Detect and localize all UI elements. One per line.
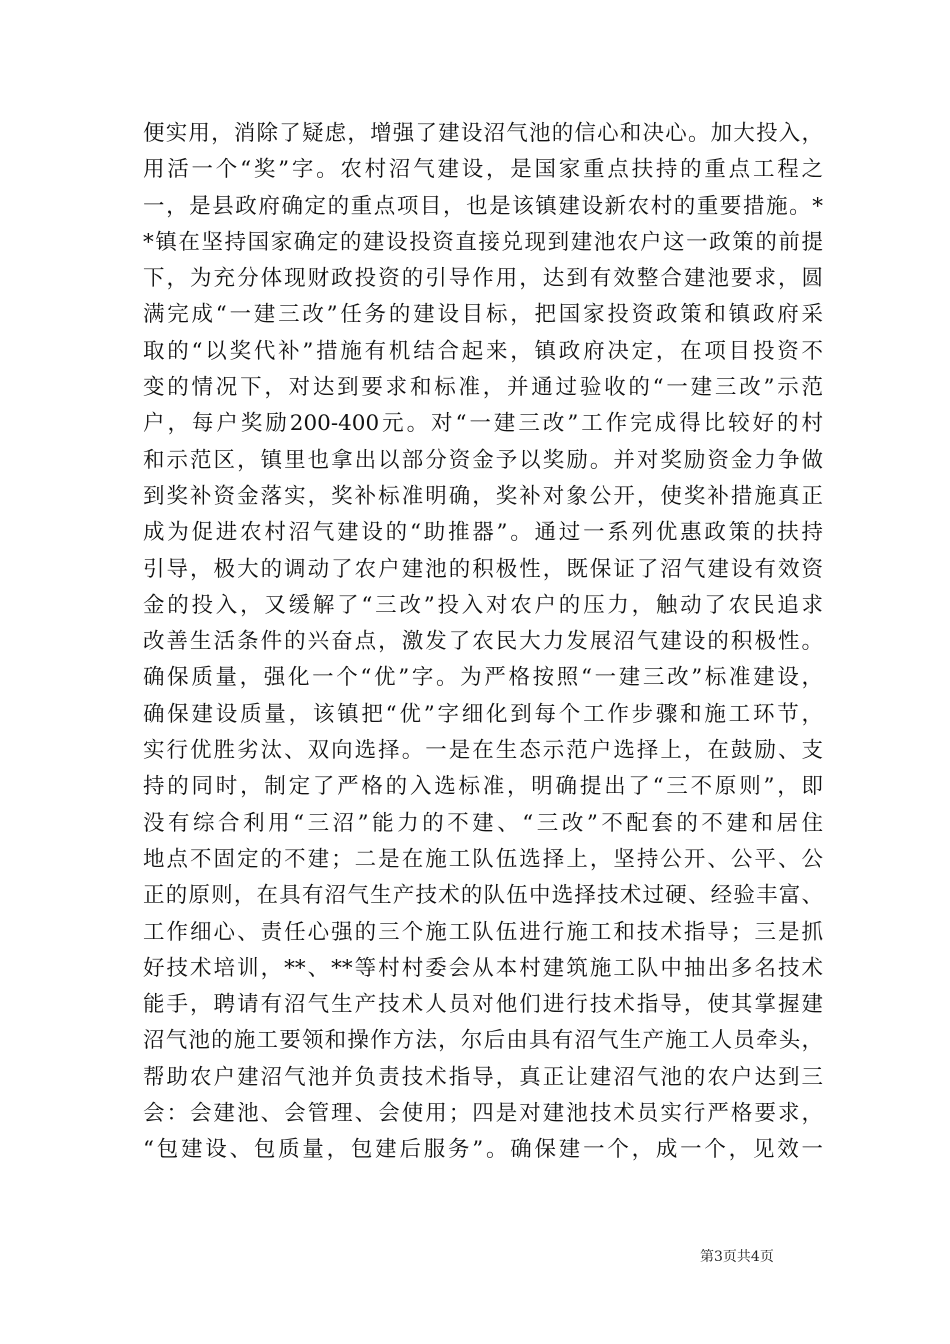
text-line: “包建设、包质量，包建后服务”。确保建一个，成一个，见效一 [143,1137,823,1163]
body-text [143,116,823,1169]
text-line: 好技术培训，**、**等村村委会从本村建筑施工队中抽出多名技术 [143,955,823,981]
text-line: 实行优胜劣汰、双向选择。一是在生态示范户选择上，在鼓励、支 [143,738,823,764]
text-line: 确保建设质量，该镇把“优”字细化到每个工作步骤和施工环节， [143,701,823,727]
page-number: 第3页共4页 [700,1249,774,1265]
text-line: 和示范区，镇里也拿出以部分资金予以奖励。并对奖励资金力争做 [143,447,823,473]
text-line: 帮助农户建沼气池并负责技术指导，真正让建沼气池的农户达到三 [143,1064,823,1090]
text-line: 改善生活条件的兴奋点，激发了农民大力发展沼气建设的积极性。 [143,629,823,655]
text-line: 取的“以奖代补”措施有机结合起来，镇政府决定，在项目投资不 [143,338,823,364]
text-line: 持的同时，制定了严格的入选标准，明确提出了“三不原则”，即 [143,774,823,800]
text-line: 确保质量，强化一个“优”字。为严格按照“一建三改”标准建设， [143,665,823,691]
text-line: 到奖补资金落实，奖补标准明确，奖补对象公开，使奖补措施真正 [143,483,823,509]
text-line: 变的情况下，对达到要求和标准，并通过验收的“一建三改”示范 [143,375,823,401]
text-line: 户，每户奖励200-400元。对“一建三改”工作完成得比较好的村 [143,411,823,437]
text-line: 能手，聘请有沼气生产技术人员对他们进行技术指导，使其掌握建 [143,992,823,1018]
text-line: 用活一个“奖”字。农村沼气建设，是国家重点扶持的重点工程之 [143,157,823,183]
text-line: *镇在坚持国家确定的建设投资直接兑现到建池农户这一政策的前提 [143,229,823,255]
text-line: 下，为充分体现财政投资的引导作用，达到有效整合建池要求，圆 [143,266,823,292]
text-line: 满完成“一建三改”任务的建设目标，把国家投资政策和镇政府采 [143,302,823,328]
text-line: 引导，极大的调动了农户建池的积极性，既保证了沼气建设有效资 [143,556,823,582]
text-line: 成为促进农村沼气建设的“助推器”。通过一系列优惠政策的扶持 [143,520,823,546]
text-line: 正的原则，在具有沼气生产技术的队伍中选择技术过硬、经验丰富、 [143,883,823,909]
text-line: 会：会建池、会管理、会使用；四是对建池技术员实行严格要求， [143,1101,823,1127]
text-line: 便实用，消除了疑虑，增强了建设沼气池的信心和决心。加大投入， [143,121,823,146]
text-line: 金的投入，又缓解了“三改”投入对农户的压力，触动了农民追求 [143,592,823,618]
text-line: 沼气池的施工要领和操作方法，尔后由具有沼气生产施工人员牵头， [143,1028,823,1054]
text-line: 一，是县政府确定的重点项目，也是该镇建设新农村的重要措施。* [143,193,823,219]
text-line: 地点不固定的不建；二是在施工队伍选择上，坚持公开、公平、公 [143,846,823,872]
text-line: 工作细心、责任心强的三个施工队伍进行施工和技术指导；三是抓 [143,919,823,945]
text-line: 没有综合利用“三沼”能力的不建、“三改”不配套的不建和居住 [143,810,823,836]
